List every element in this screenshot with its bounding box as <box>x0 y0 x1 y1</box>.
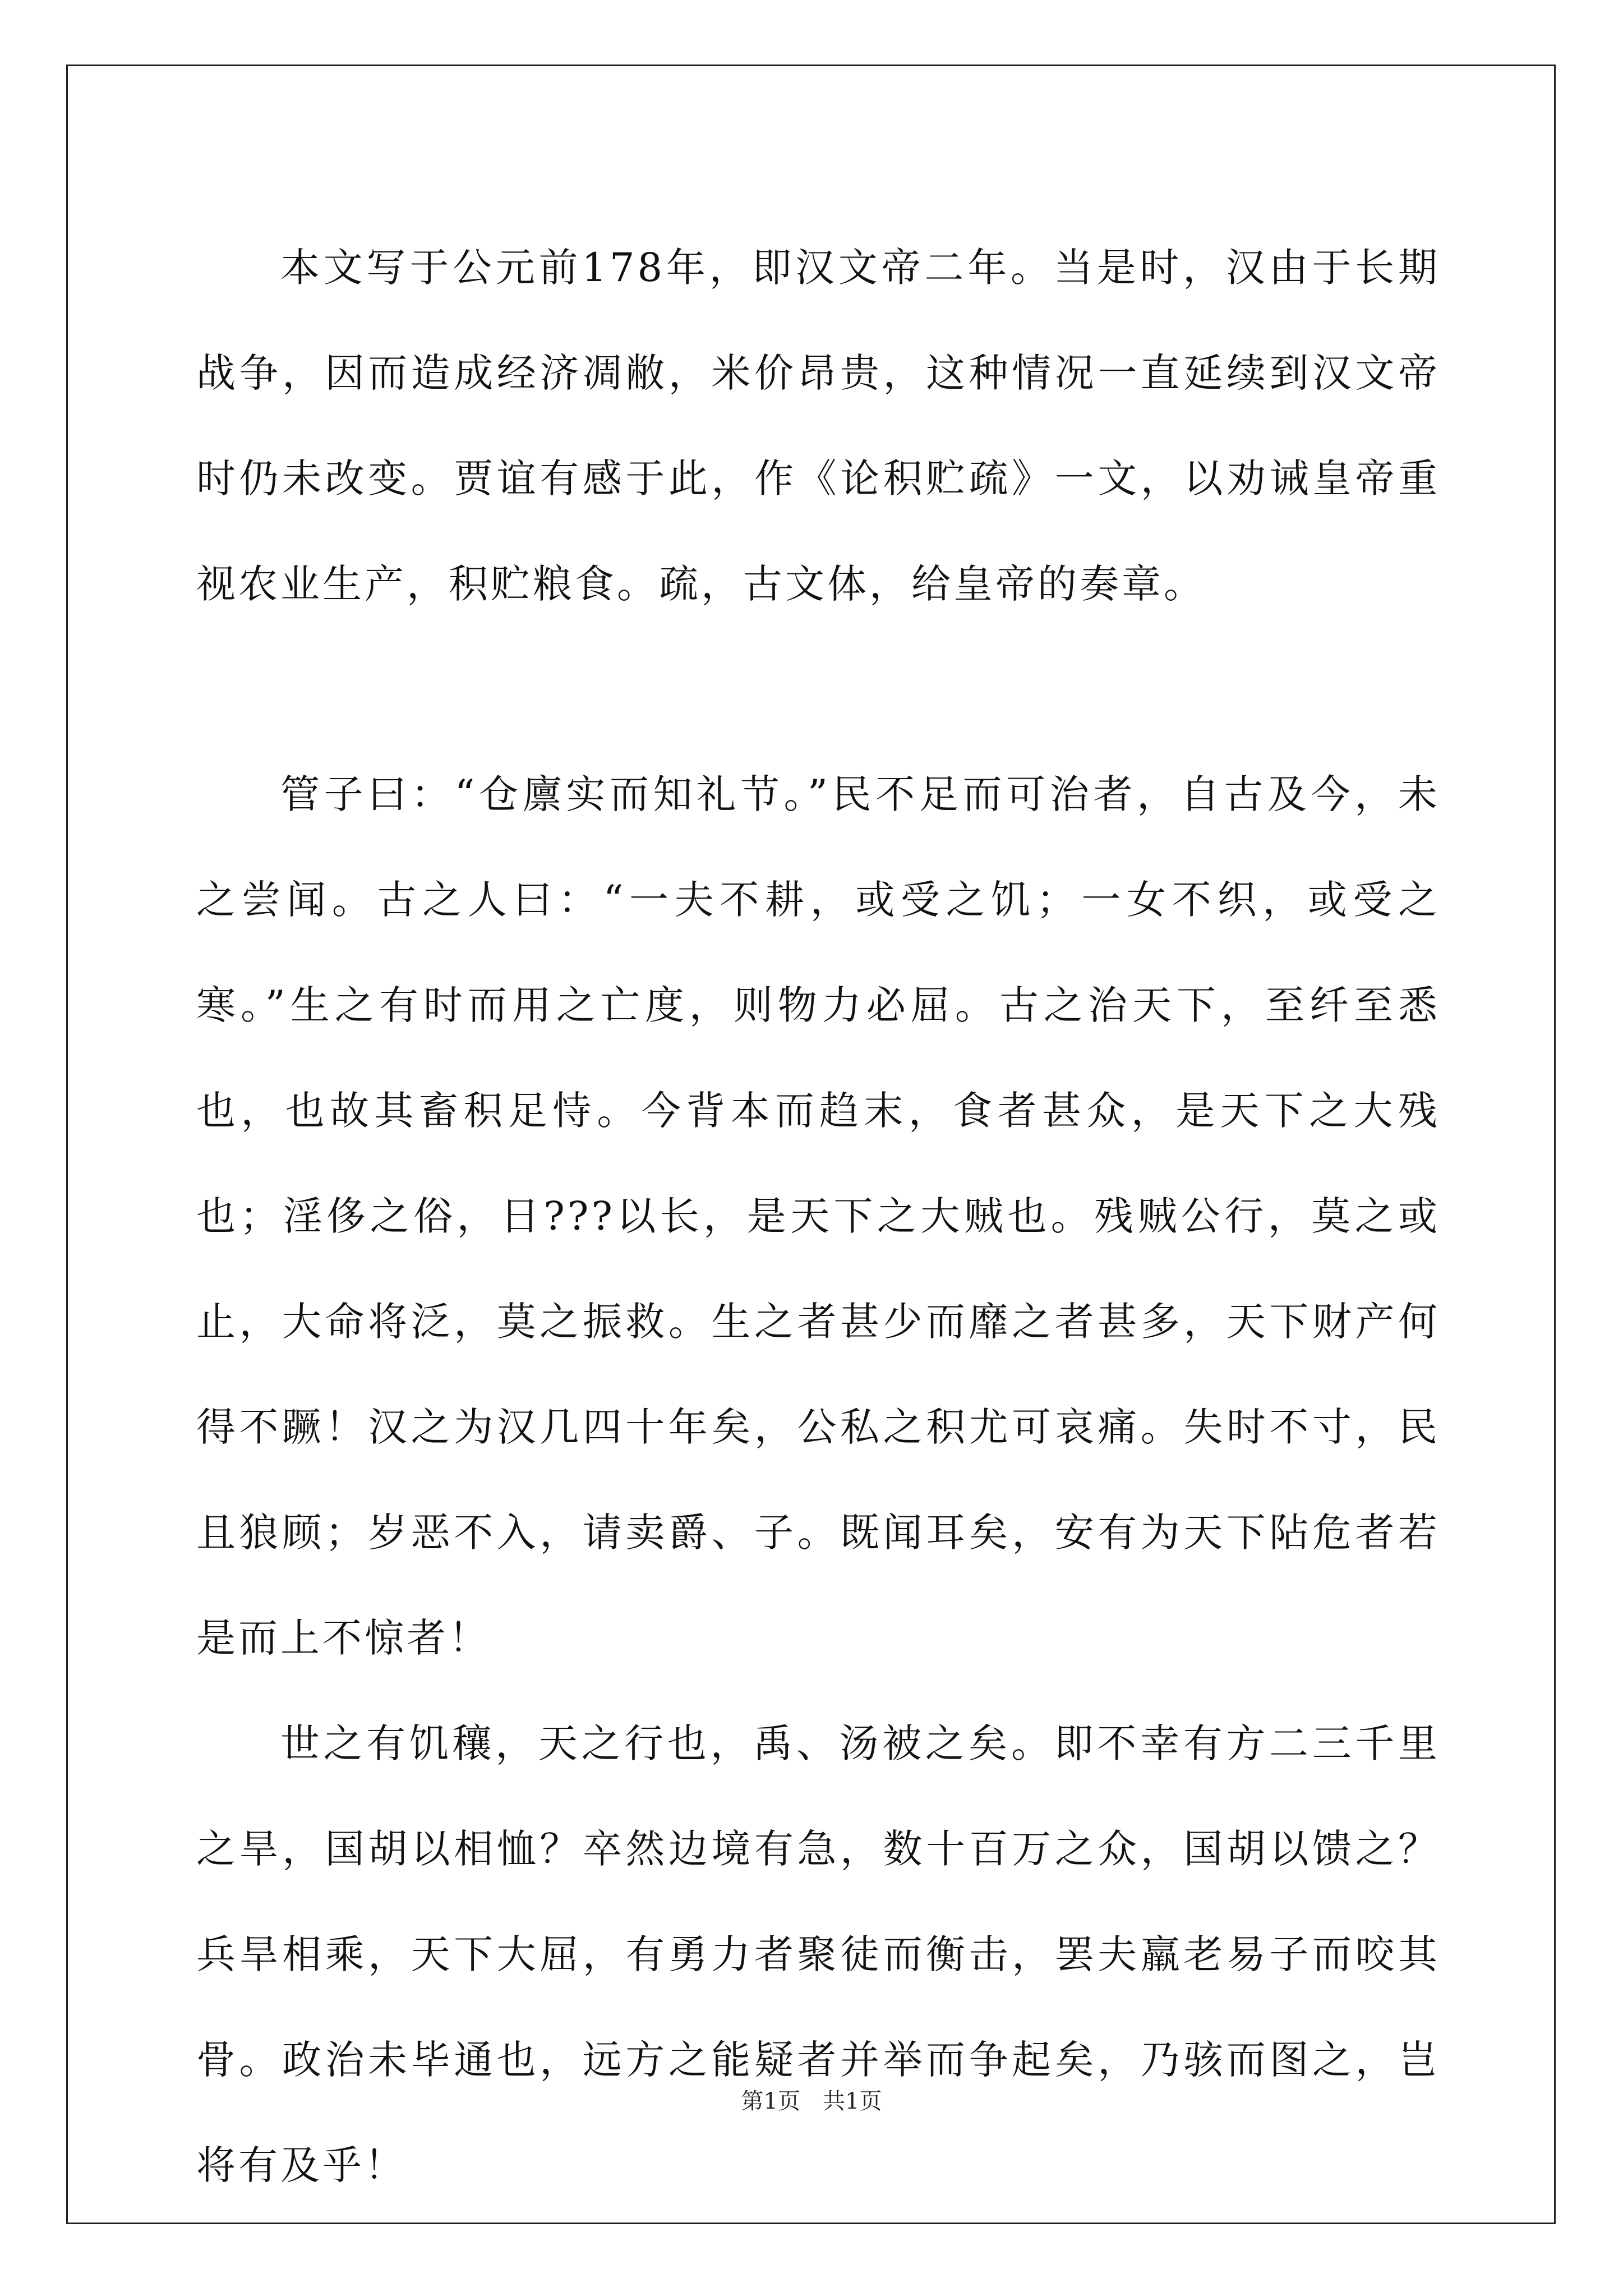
paragraph-famine: 世之有饥穰，天之行也，禹、汤被之矣。即不幸有方二三千里之旱，国胡以相恤？卒然边境有急，数十百万之众，国胡以馈之？兵旱相乘，天下大屈，有勇力者聚徒而衡击，罢夫羸老易子而咬其骨。政治未毕通也，远方之能疑者并举而争起矣，乃骇而图之，岂将有及乎！ <box>196 1720 1440 2188</box>
page-footer: 第1页 共1页 <box>741 2088 882 2114</box>
document-body <box>196 215 1440 2218</box>
paragraph-spacer <box>196 637 1440 742</box>
paragraph-guanzi: 管子曰：“仓廪实而知礼节。”民不足而可治者，自古及今，未之尝闻。古之人曰：“一夫不耕，或受之饥；一女不织，或受之寒。”生之有时而用之亡度，则物力必屈。古之治天下，至纤至悉也，也故其畜积足恃。今背本而趋末，食者甚众，是天下之大残也；淫侈之俗，日???以长，是天下之大贼也。残贼公行，莫之或止，大命将泛，莫之振救。生之者甚少而靡之者甚多，天下财产何得不蹶！汉之为汉几四十年矣，公私之积尤可哀痛。失时不寸，民且狼顾；岁恶不入，请卖爵、子。既闻耳矣，安有为天下阽危者若是而上不惊者！ <box>196 771 1440 1661</box>
paragraph-intro: 本文写于公元前178年，即汉文帝二年。当是时，汉由于长期战争，因而造成经济凋敝，米价昂贵，这种情况一直延续到汉文帝时仍未改变。贾谊有感于此，作《论积贮疏》一文，以劝诫皇帝重视农业生产，积贮粮食。疏，古文体，给皇帝的奏章。 <box>196 245 1440 607</box>
